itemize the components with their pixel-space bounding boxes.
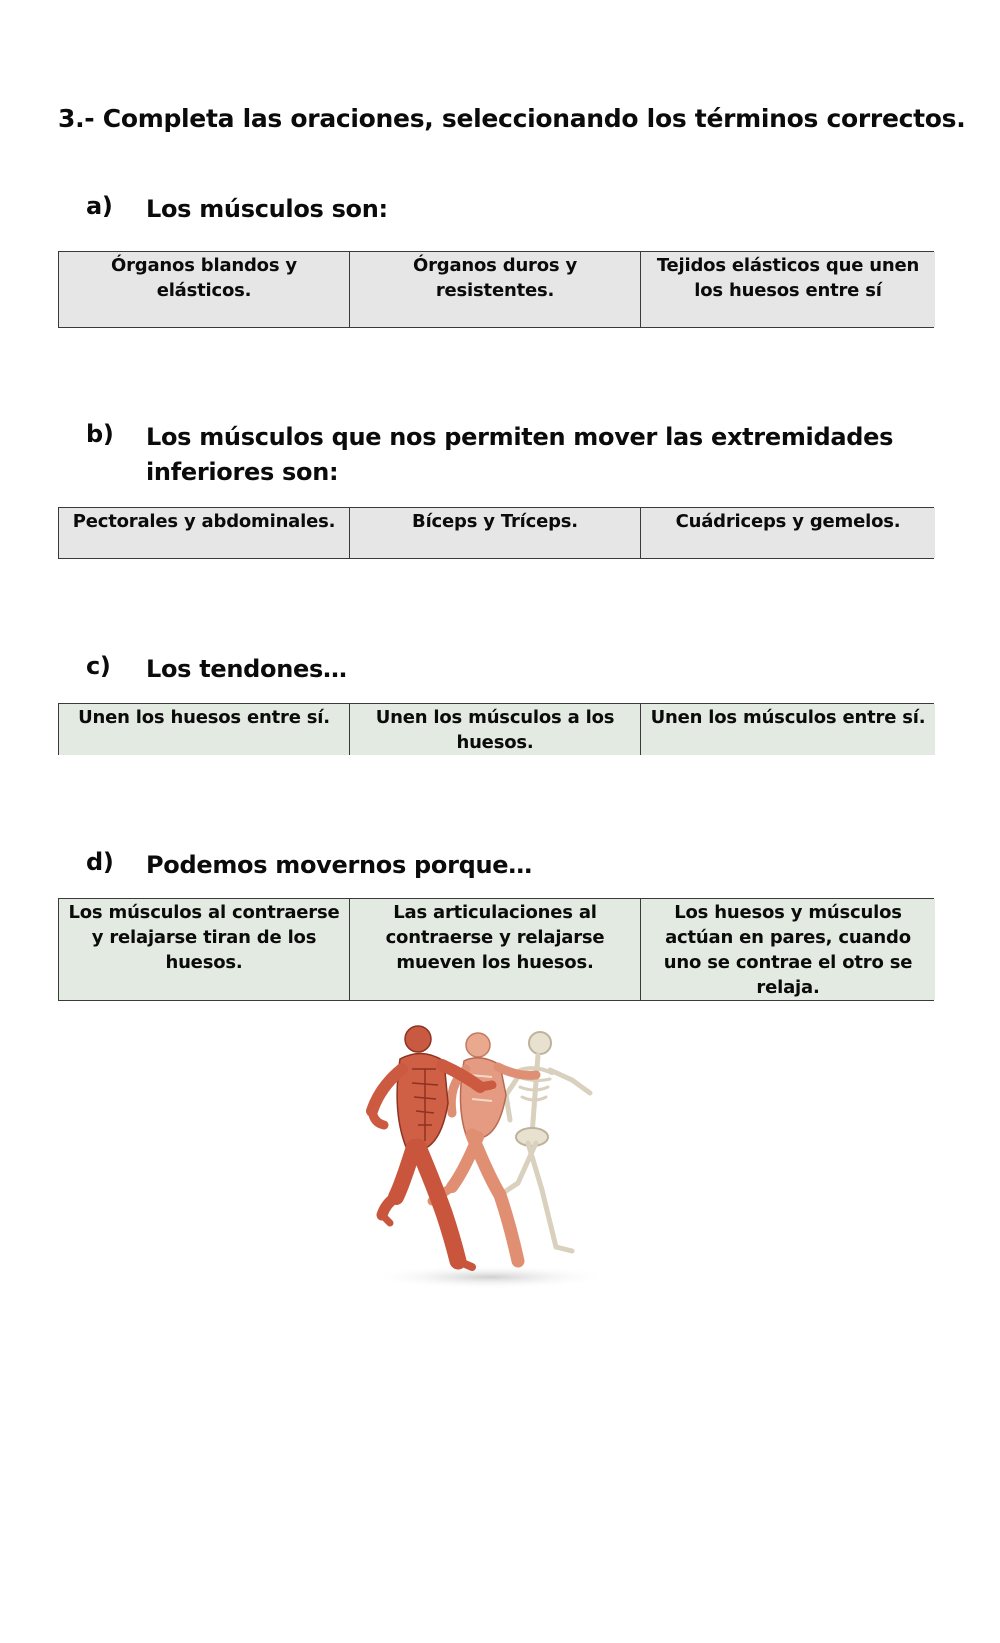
question-letter: c) [86, 652, 111, 680]
option-c-2[interactable]: Unen los músculos a los huesos. [350, 704, 641, 755]
question-b [86, 420, 906, 490]
option-b-3[interactable]: Cuádriceps y gemelos. [641, 508, 935, 558]
question-text: Los músculos son: [146, 195, 388, 223]
options-row-d [58, 898, 934, 1001]
option-b-2[interactable]: Bíceps y Tríceps. [350, 508, 641, 558]
question-text: Podemos movernos porque… [146, 851, 532, 879]
option-c-3[interactable]: Unen los músculos entre sí. [641, 704, 935, 755]
option-a-3[interactable]: Tejidos elásticos que unen los huesos entre sí [641, 252, 935, 327]
question-letter: a) [86, 192, 113, 220]
option-d-1[interactable]: Los músculos al contraerse y relajarse tiran de los huesos. [59, 899, 350, 1000]
option-d-2[interactable]: Las articulaciones al contraerse y relajarse mueven los huesos. [350, 899, 641, 1000]
running-anatomy-illustration [360, 1025, 620, 1293]
option-c-1[interactable]: Unen los huesos entre sí. [59, 704, 350, 755]
option-a-1[interactable]: Órganos blandos y elásticos. [59, 252, 350, 327]
options-row-a [58, 251, 934, 328]
option-d-3[interactable]: Los huesos y músculos actúan en pares, cuando uno se contrae el otro se relaja. [641, 899, 935, 1000]
question-c [86, 652, 906, 687]
option-b-1[interactable]: Pectorales y abdominales. [59, 508, 350, 558]
option-a-2[interactable]: Órganos duros y resistentes. [350, 252, 641, 327]
question-a [86, 192, 906, 227]
options-row-c [58, 703, 934, 755]
question-d [86, 848, 906, 883]
options-row-b [58, 507, 934, 559]
question-text: Los tendones… [146, 655, 347, 683]
question-letter: d) [86, 848, 114, 876]
question-letter: b) [86, 420, 114, 448]
question-text: Los músculos que nos permiten mover las extremidades inferiores son: [146, 423, 894, 486]
page-title: 3.- Completa las oraciones, seleccionando los términos correctos. [58, 104, 966, 133]
